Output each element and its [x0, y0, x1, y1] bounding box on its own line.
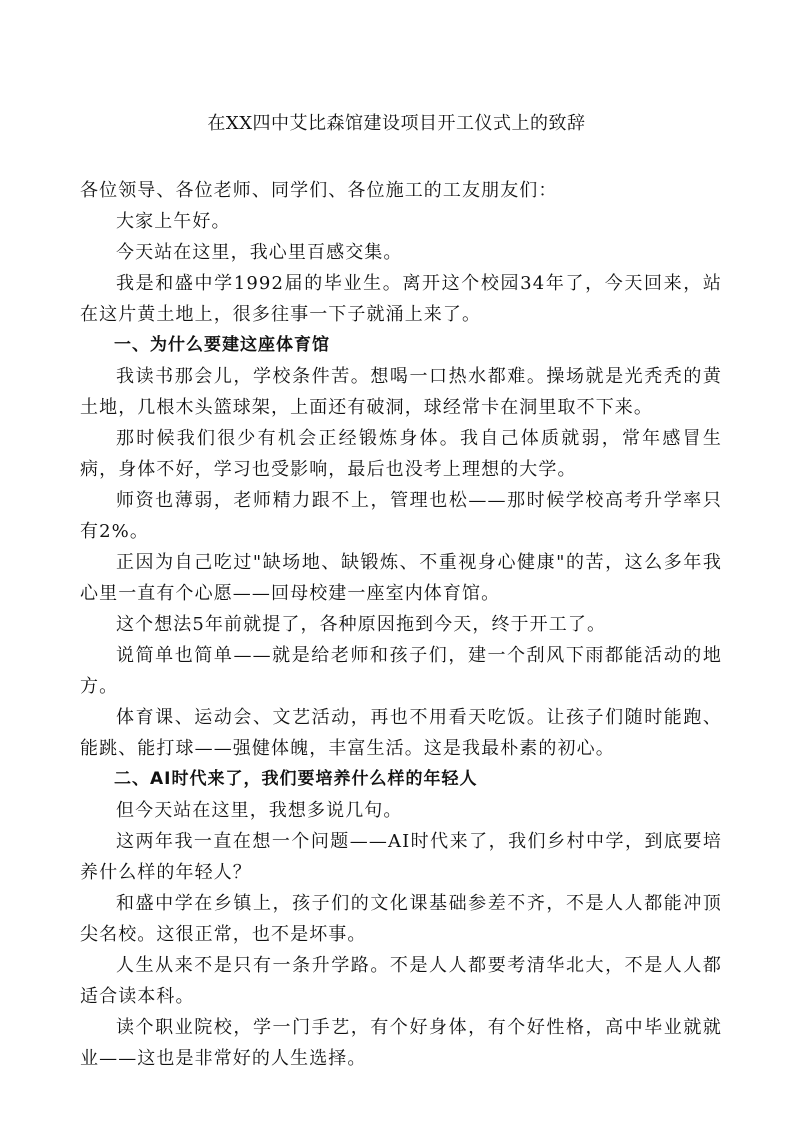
section-heading: 一、为什么要建这座体育馆 [114, 335, 330, 355]
paragraph: 但今天站在这里，我想多说几句。 [116, 800, 403, 821]
paragraph: 读个职业院校，学一门手艺，有个好身体，有个好性格，高中毕业就就业——这也是非常好的人生选择。 [80, 1017, 722, 1069]
paragraph: 我是和盛中学1992届的毕业生。离开这个校园34年了，今天回来，站在这片黄土地上，很多往事一下子就涌上来了。 [80, 273, 722, 325]
salutation: 各位领导、各位老师、同学们、各位施工的工友朋友们： [80, 180, 558, 201]
paragraph: 和盛中学在乡镇上，孩子们的文化课基础参差不齐，不是人人都能冲顶尖名校。这很正常，也不是坏事。 [80, 893, 722, 945]
paragraph: 体育课、运动会、文艺活动，再也不用看天吃饭。让孩子们随时能跑、能跳、能打球——强健体魄，丰富生活。这是我最朴素的初心。 [80, 707, 722, 759]
paragraph: 今天站在这里，我心里百感交集。 [116, 242, 403, 263]
paragraph: 正因为自己吃过"缺场地、缺锻炼、不重视身心健康"的苦，这么多年我心里一直有个心愿——回母校建一座室内体育馆。 [80, 552, 722, 604]
section-heading: 二、AI时代来了，我们要培养什么样的年轻人 [114, 769, 478, 789]
paragraph: 说简单也简单——就是给老师和孩子们，建一个刮风下雨都能活动的地方。 [80, 645, 722, 697]
paragraph: 这个想法5年前就提了，各种原因拖到今天，终于开工了。 [116, 614, 607, 635]
paragraph: 那时候我们很少有机会正经锻炼身体。我自己体质就弱，常年感冒生病，身体不好，学习也受影响，最后也没考上理想的大学。 [80, 428, 722, 480]
paragraph: 大家上午好。 [116, 211, 231, 232]
document-title: 在XX四中艾比森馆建设项目开工仪式上的致辞 [207, 113, 586, 134]
paragraph: 人生从来不是只有一条升学路。不是人人都要考清华北大，不是人人都适合读本科。 [80, 955, 722, 1007]
paragraph: 我读书那会儿，学校条件苦。想喝一口热水都难。操场就是光秃秃的黄土地，几根木头篮球架，上面还有破洞，球经常卡在洞里取不下来。 [80, 366, 722, 418]
paragraph: 师资也薄弱，老师精力跟不上，管理也松——那时候学校高考升学率只有2%。 [80, 490, 722, 542]
document-body [80, 175, 722, 1074]
paragraph: 这两年我一直在想一个问题——AI时代来了，我们乡村中学，到底要培养什么样的年轻人？ [80, 831, 722, 883]
